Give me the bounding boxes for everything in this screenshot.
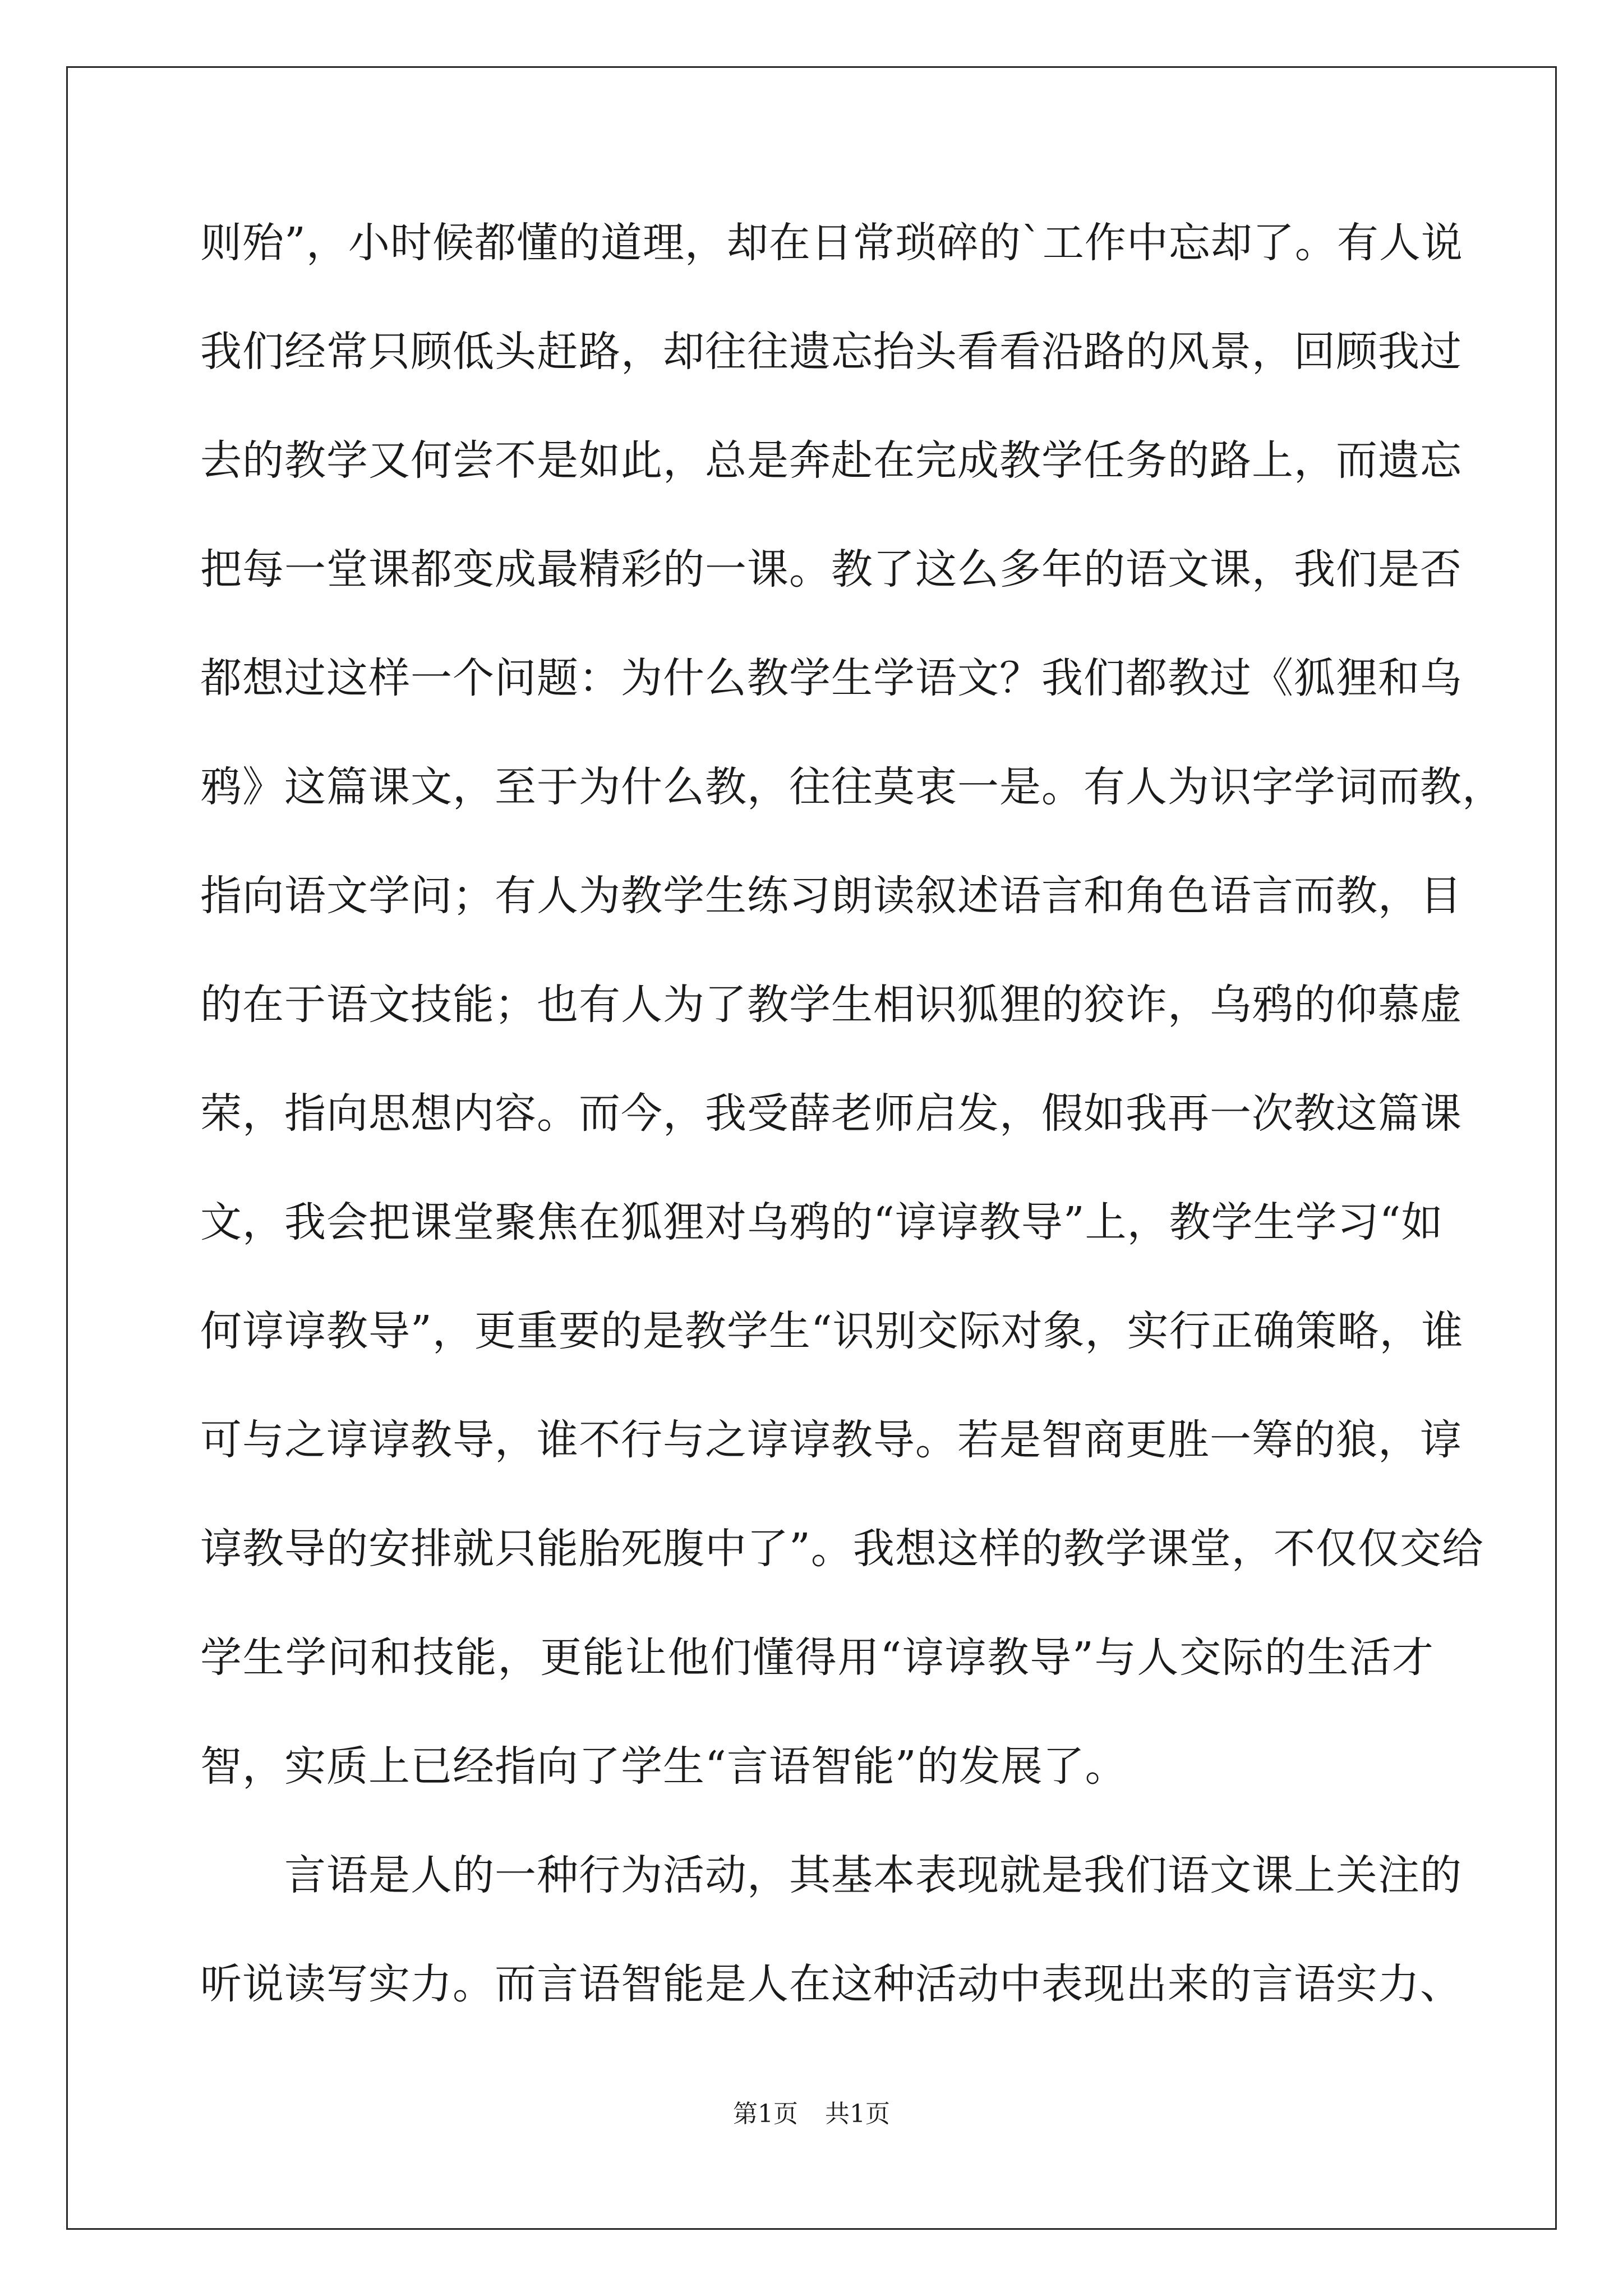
- text-line: 谆教导的安排就只能胎死腹中了”。我想这样的教学课堂，不仅仅交给: [200, 1525, 1484, 1573]
- text-line: 则殆”，小时候都懂的道理，却在日常琐碎的`工作中忘却了。有人说: [200, 219, 1463, 267]
- text-line: 何谆谆教导”，更重要的是教学生“识别交际对象，实行正确策略，谁: [200, 1307, 1464, 1355]
- page-number: 第1页: [733, 2100, 798, 2128]
- text-line: 去的教学又何尝不是如此，总是奔赴在完成教学任务的路上，而遗忘: [200, 436, 1462, 485]
- text-line: 言语是人的一种行为活动，其基本表现就是我们语文课上关注的: [284, 1851, 1462, 1899]
- text-line: 我们经常只顾低头赶路，却往往遗忘抬头看看沿路的风景，回顾我过: [200, 328, 1462, 376]
- text-line: 的在于语文技能；也有人为了教学生相识狐狸的狡诈，乌鸦的仰慕虚: [200, 981, 1462, 1029]
- text-line: 都想过这样一个问题：为什么教学生学语文？我们都教过《狐狸和乌: [200, 654, 1462, 702]
- text-line: 学生学问和技能，更能让他们懂得用“谆谆教导”与人交际的生活才: [200, 1634, 1434, 1682]
- page-footer: [0, 2097, 1623, 2131]
- text-line: 鸦》这篇课文，至于为什么教，往往莫衷一是。有人为识字学词而教，: [200, 763, 1504, 811]
- text-line: 荣，指向思想内容。而今，我受薛老师启发，假如我再一次教这篇课: [200, 1089, 1462, 1138]
- page-total: 共1页: [825, 2100, 890, 2128]
- text-line: 智，实质上已经指向了学生“言语智能”的发展了。: [200, 1742, 1127, 1791]
- text-line: 指向语文学问；有人为教学生练习朗读叙述语言和角色语言而教，目: [200, 872, 1462, 920]
- text-line: 听说读写实力。而言语智能是人在这种活动中表现出来的言语实力、: [200, 1960, 1462, 2008]
- text-line: 把每一堂课都变成最精彩的一课。教了这么多年的语文课，我们是否: [200, 545, 1462, 593]
- text-line: 可与之谆谆教导，谁不行与之谆谆教导。若是智商更胜一筹的狼，谆: [200, 1416, 1462, 1464]
- document-body: [200, 216, 1504, 2066]
- text-line: 文，我会把课堂聚焦在狐狸对乌鸦的“谆谆教导”上，教学生学习“如: [200, 1198, 1444, 1246]
